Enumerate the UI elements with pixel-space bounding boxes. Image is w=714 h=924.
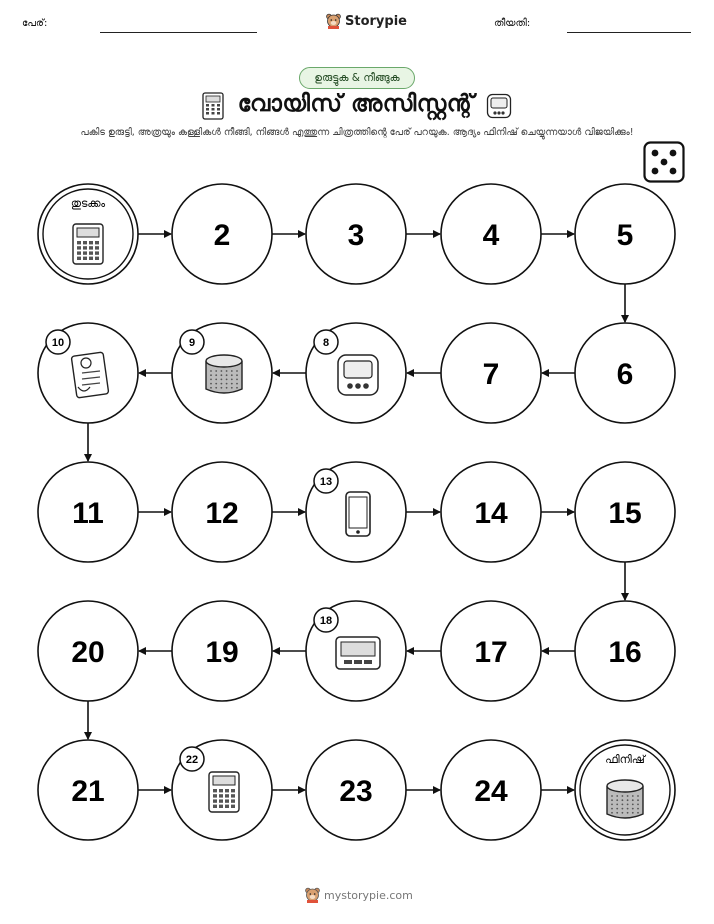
cell-number: 20 [71, 636, 105, 669]
finish-label: ഫിനിഷ് [605, 753, 645, 766]
cell-number: 7 [482, 358, 500, 391]
board-cell-19 [172, 601, 272, 701]
cell-number: 14 [474, 497, 508, 530]
board-cell-13 [306, 462, 406, 562]
cell-number: 24 [474, 775, 508, 808]
cell-number: 12 [205, 497, 239, 530]
board-cell-6 [575, 323, 675, 423]
board-cell-18 [306, 601, 406, 701]
smartphone-icon [346, 492, 370, 536]
board-cell-4 [441, 184, 541, 284]
cell-number: 11 [72, 497, 104, 530]
display-device-icon [338, 355, 378, 395]
cell-number-badge: 13 [319, 476, 333, 488]
cell-number-badge: 22 [185, 754, 199, 766]
board-cell-3 [306, 184, 406, 284]
smart-speaker-icon [607, 780, 643, 818]
cell-number: 4 [482, 219, 500, 252]
cell-number: 6 [616, 358, 634, 391]
board-cell-25 [575, 740, 675, 840]
footer-site[interactable]: mystorypie.com [324, 888, 413, 902]
board-cell-15 [575, 462, 675, 562]
board-cell-8 [306, 323, 406, 423]
smart-speaker-icon [206, 355, 242, 393]
instructions: പകിട ഉരുട്ടി, അത്രയും കള്ളികൾ നീങ്ങി, നിങ്ങൾ എത്തുന്ന ചിത്രത്തിന്റെ പേര് പറയുക. ആദ്യം ഫിനിഷ് ചെയ്യുന്നയാൾ വിജയിക്കും! [80, 127, 634, 138]
board-cell-11 [38, 462, 138, 562]
board-cell-24 [441, 740, 541, 840]
recipe-card-icon [71, 352, 109, 398]
cell-number-badge: 9 [188, 337, 196, 349]
voice-panel-icon [209, 772, 239, 812]
voice-panel-icon [73, 224, 103, 264]
board-cell-7 [441, 323, 541, 423]
date-label: തീയതി: [494, 18, 531, 29]
cell-number: 17 [474, 636, 508, 669]
board-cell-9 [172, 323, 272, 423]
board-cell-5 [575, 184, 675, 284]
board-cell-2 [172, 184, 272, 284]
board-cell-16 [575, 601, 675, 701]
board-cell-14 [441, 462, 541, 562]
bear-icon [305, 887, 320, 903]
name-label: പേര്: [22, 18, 48, 29]
board-cell-12 [172, 462, 272, 562]
cell-number: 5 [616, 219, 634, 252]
board-cell-21 [38, 740, 138, 840]
board-cell-23 [306, 740, 406, 840]
brand-name: Storypie [345, 13, 407, 29]
cell-number-badge: 18 [319, 615, 333, 627]
board-cell-17 [441, 601, 541, 701]
cell-number: 21 [71, 775, 105, 808]
cell-number-badge: 10 [51, 337, 65, 349]
cell-number: 16 [608, 636, 642, 669]
board-cell-10 [38, 323, 138, 423]
cell-number: 15 [608, 497, 642, 530]
cell-number-badge: 8 [322, 337, 330, 349]
radio-device-icon [336, 637, 380, 669]
cell-number: 2 [213, 219, 231, 252]
cell-number: 3 [347, 219, 365, 252]
page-title: വോയിസ് അസിസ്റ്റന്റ് [237, 91, 475, 117]
footer [305, 887, 413, 903]
board-cell-20 [38, 601, 138, 701]
game-tag: ഉരുട്ടുക & നീങ്ങുക [299, 67, 415, 89]
cell-number: 19 [205, 636, 239, 669]
start-label: തുടക്കം [70, 197, 106, 210]
cell-number: 23 [339, 775, 373, 808]
board-cell-1 [38, 184, 138, 284]
board-cell-22 [172, 740, 272, 840]
